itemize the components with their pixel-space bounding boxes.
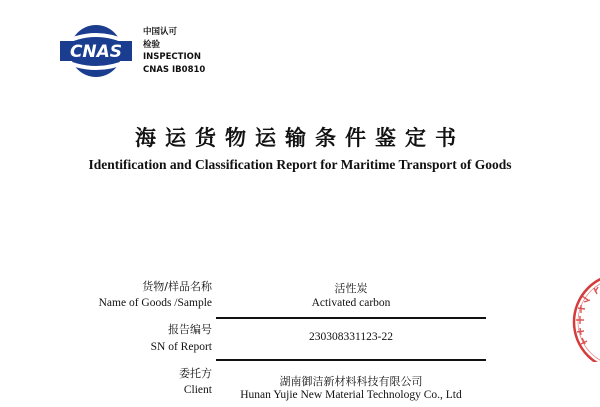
client-value-cn: 湖南御洁新材料科技有限公司 [279, 375, 423, 388]
goods-label-cn: 货物/样品名称 [142, 280, 212, 293]
client-label-en: Client [183, 384, 212, 396]
cnas-logo [56, 22, 136, 80]
accreditation-line-3: INSPECTION [143, 52, 201, 62]
report-title-chinese: 海运货物运输条件鉴定书 [135, 126, 465, 150]
client-value-en: Hunan Yujie New Material Technology Co., Ltd [240, 389, 462, 401]
seal-icon [560, 262, 600, 362]
accreditation-line-4: CNAS IB0810 [143, 64, 206, 75]
sn-value: 230308331123-22 [309, 331, 393, 343]
accreditation-text [143, 26, 205, 76]
client-label-cn: 委托方 [179, 367, 212, 380]
report-title-english: Identification and Classification Report for Maritime Transport of Goods [88, 157, 512, 172]
sn-label-cn: 报告编号 [168, 323, 212, 336]
goods-value-en: Activated carbon [311, 297, 391, 309]
cnas-logo-text: CNAS [69, 42, 123, 62]
goods-label-en: Name of Goods /Sample [98, 297, 212, 309]
sn-underline [216, 359, 486, 361]
goods-value-cn: 活性炭 [334, 282, 368, 295]
accreditation-line-2: 检验 [143, 39, 161, 50]
cnas-logo-icon [56, 22, 136, 80]
accreditation-line-1: 中国认可 [143, 27, 178, 37]
goods-underline [216, 317, 486, 319]
official-seal [560, 262, 600, 362]
sn-label-en: SN of Report [150, 341, 212, 353]
